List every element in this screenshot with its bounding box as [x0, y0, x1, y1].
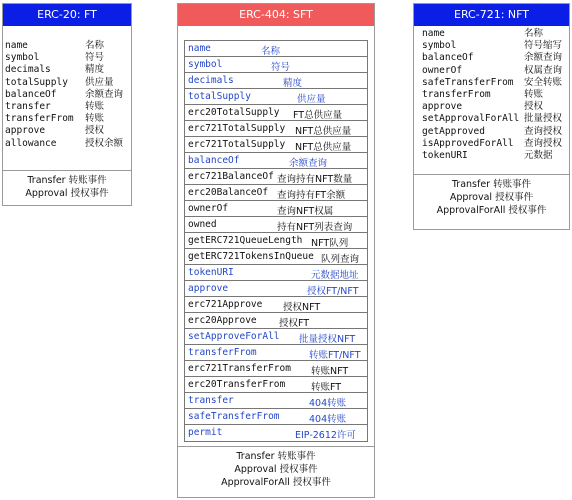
function-name: balanceOf: [422, 52, 474, 64]
function-name: erc721Approve: [188, 299, 263, 310]
function-name: getERC721TokensInQueue: [188, 251, 314, 262]
table-row: [185, 425, 367, 441]
function-name: safeTransferFrom: [422, 76, 514, 88]
table-row: [185, 89, 367, 105]
function-description: FT总供应量: [293, 110, 343, 121]
table-row: [185, 185, 367, 201]
function-name: balanceOf: [188, 155, 240, 166]
erc721-title: ERC-721: NFT: [414, 4, 569, 26]
function-description: NFT队列: [311, 238, 349, 249]
function-description: 元数据: [524, 150, 553, 161]
function-description: 余额查询: [85, 88, 124, 100]
function-name: erc20BalanceOf: [188, 187, 269, 198]
table-row: [185, 41, 367, 57]
erc404-title: ERC-404: SFT: [178, 4, 374, 26]
erc20-card: [2, 3, 132, 206]
event-item: ApprovalForAll 授权事件: [221, 477, 331, 488]
table-row: [185, 249, 367, 265]
function-description: 转账FT: [311, 382, 342, 393]
function-name: erc721TotalSupply: [188, 139, 286, 150]
function-description: 查询授权: [524, 125, 563, 137]
function-description: NFT总供应量: [295, 126, 352, 137]
function-name: symbol: [5, 52, 40, 64]
function-name: erc721BalanceOf: [188, 171, 274, 182]
function-description: 持有NFT列表查询: [277, 222, 353, 233]
table-row: [185, 361, 367, 377]
table-row: [185, 137, 367, 153]
table-row: [185, 377, 367, 393]
erc20-title: ERC-20: FT: [3, 4, 131, 26]
function-description: 404转账: [309, 398, 347, 409]
table-row: [185, 57, 367, 73]
table-row: [185, 73, 367, 89]
function-description: 查询持有NFT数量: [277, 174, 353, 185]
function-name: setApproveForAll: [188, 331, 280, 342]
function-description: 安全转账: [524, 76, 563, 88]
function-name: approve: [188, 283, 229, 294]
function-name: ownerOf: [188, 203, 229, 214]
table-row: [185, 297, 367, 313]
function-name: transferFrom: [422, 89, 491, 100]
function-description: 授权: [85, 125, 105, 137]
function-description: 队列查询: [321, 254, 360, 265]
function-name: owned: [188, 219, 217, 230]
table-row: [185, 329, 367, 345]
event-item: Transfer 转账事件: [451, 179, 532, 190]
function-name: transfer: [5, 101, 51, 112]
function-name: transferFrom: [5, 113, 74, 125]
function-name: tokenURI: [422, 150, 468, 161]
function-description: 精度: [85, 64, 105, 76]
table-row: [185, 233, 367, 249]
function-description: 权属查询: [524, 64, 563, 76]
function-description: 转账FT/NFT: [309, 350, 361, 361]
function-description: 精度: [283, 78, 303, 89]
function-description: 授权: [524, 101, 544, 113]
erc721-card: [413, 3, 570, 230]
function-name: symbol: [188, 59, 223, 70]
function-name: approve: [422, 101, 463, 113]
event-item: Approval 授权事件: [234, 464, 318, 475]
function-description: 查询持有FT余额: [277, 190, 346, 201]
function-name: erc20TransferFrom: [188, 379, 286, 390]
function-name: name: [422, 28, 445, 39]
function-description: 转账NFT: [311, 366, 349, 377]
function-name: allowance: [5, 137, 57, 149]
event-item: Transfer 转账事件: [236, 451, 316, 462]
function-description: 供应量: [297, 94, 326, 105]
function-name: totalSupply: [188, 91, 251, 102]
erc404-function-table: [184, 40, 368, 442]
table-row: [185, 345, 367, 361]
function-name: balanceOf: [5, 88, 57, 100]
event-item: Approval 授权事件: [449, 192, 534, 203]
function-name: transfer: [188, 395, 234, 406]
table-row: [185, 393, 367, 409]
function-name: permit: [188, 427, 223, 438]
function-name: safeTransferFrom: [188, 411, 280, 422]
event-item: ApprovalForAll 授权事件: [436, 205, 547, 216]
function-name: decimals: [188, 75, 234, 86]
table-row: [185, 153, 367, 169]
table-row: [185, 121, 367, 137]
function-description: 查询NFT权属: [277, 206, 334, 217]
function-description: 批量授权NFT: [299, 334, 356, 345]
function-description: 授权余额: [85, 137, 124, 149]
function-name: name: [5, 40, 28, 51]
function-name: setApprovalForAll: [422, 113, 520, 125]
erc404-card: [177, 3, 375, 498]
function-name: decimals: [5, 64, 51, 76]
function-description: 供应量: [85, 76, 114, 88]
erc721-divider: [414, 174, 569, 175]
function-description: 名称: [524, 28, 544, 39]
function-name: symbol: [422, 40, 457, 52]
table-row: [185, 201, 367, 217]
table-row: [185, 105, 367, 121]
table-row: [185, 169, 367, 185]
function-description: NFT总供应量: [295, 142, 352, 153]
function-description: 授权NFT: [283, 302, 321, 313]
function-name: erc20TotalSupply: [188, 107, 280, 118]
function-name: erc721TotalSupply: [188, 123, 286, 134]
table-row: [185, 265, 367, 281]
table-row: [185, 313, 367, 329]
function-name: transferFrom: [188, 347, 257, 358]
function-name: ownerOf: [422, 64, 463, 76]
function-description: EIP-2612许可: [295, 430, 356, 441]
function-description: 余额查询: [524, 52, 563, 64]
function-name: isApprovedForAll: [422, 137, 514, 149]
function-description: 授权FT: [279, 318, 310, 329]
function-description: 转账: [85, 113, 105, 125]
event-item: Approval 授权事件: [25, 188, 109, 199]
function-description: 名称: [261, 46, 281, 57]
function-description: 符号: [85, 52, 105, 64]
function-name: getApproved: [422, 125, 485, 137]
event-item: Transfer 转账事件: [27, 175, 107, 186]
function-description: 批量授权: [524, 113, 563, 125]
function-name: tokenURI: [188, 267, 234, 278]
erc404-event-list: [178, 450, 374, 489]
function-name: erc20Approve: [188, 315, 257, 326]
function-name: approve: [5, 125, 46, 137]
function-name: name: [188, 43, 211, 54]
function-description: 授权FT/NFT: [307, 286, 359, 297]
erc404-divider: [178, 446, 374, 447]
function-name: getERC721QueueLength: [188, 235, 303, 246]
table-row: [185, 281, 367, 297]
function-description: 查询授权: [524, 137, 563, 149]
function-description: 404转账: [309, 414, 347, 425]
table-row: [185, 409, 367, 425]
function-description: 符号缩写: [524, 40, 563, 52]
function-description: 余额查询: [289, 158, 328, 169]
erc721-event-list: [414, 178, 569, 217]
erc20-divider: [3, 170, 131, 171]
function-description: 名称: [85, 40, 105, 51]
erc20-event-list: [3, 174, 131, 200]
table-row: [185, 217, 367, 233]
function-description: 元数据地址: [311, 270, 359, 281]
function-description: 转账: [85, 101, 105, 112]
function-name: totalSupply: [5, 76, 68, 88]
function-description: 转账: [524, 89, 544, 100]
function-description: 符号: [271, 62, 291, 73]
function-name: erc721TransferFrom: [188, 363, 291, 374]
